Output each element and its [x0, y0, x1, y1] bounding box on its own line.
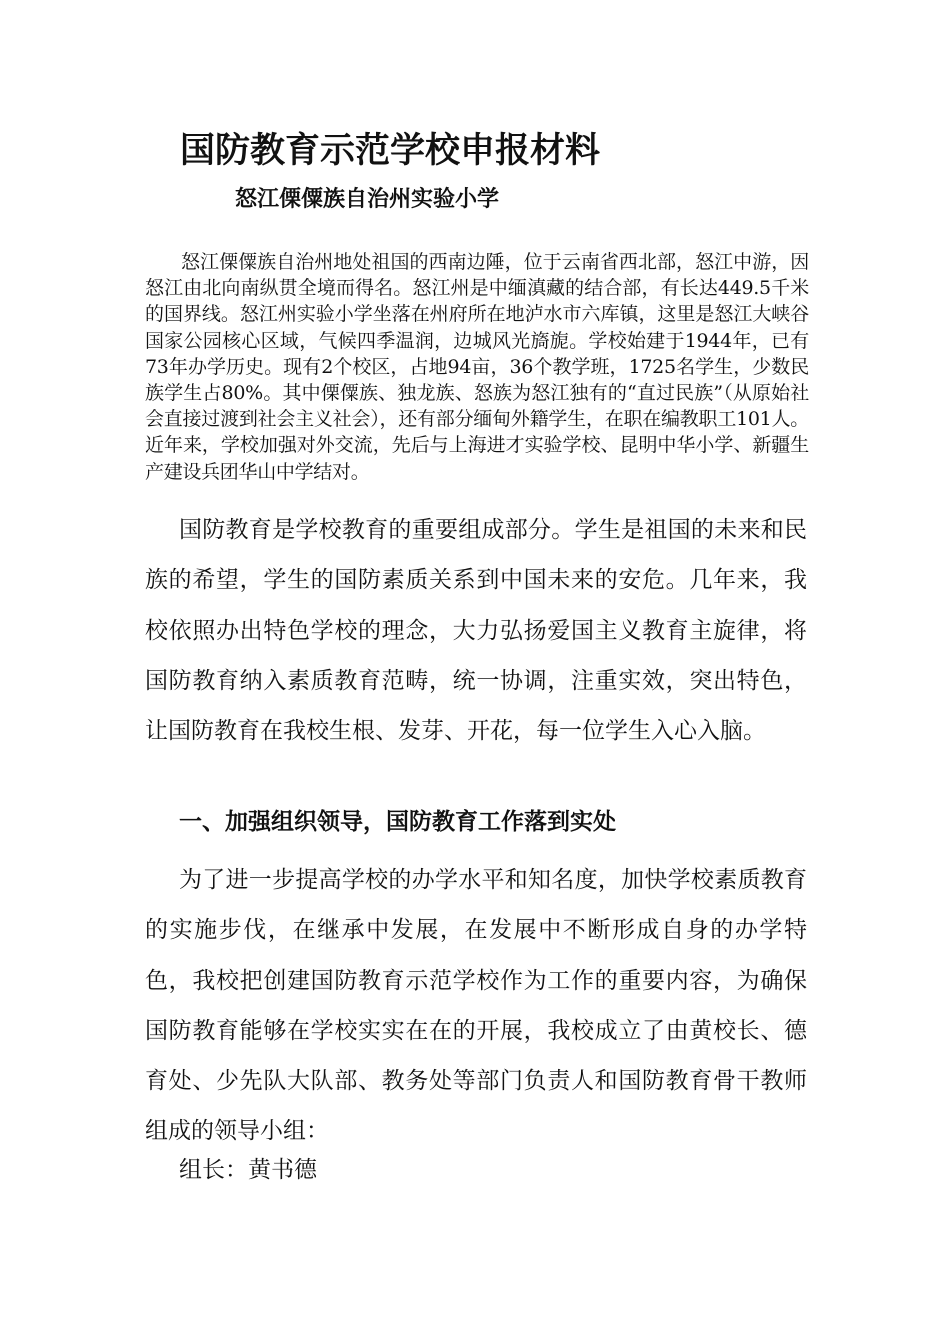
intro-paragraph: 怒江傈僳族自治州地处祖国的西南边陲，位于云南省西北部，怒江中游，因怒江由北向南纵贯全境而得名。怒江州是中缅滇藏的结合部，有长达449.5千米的国界线。怒江州实验小学坐落在州府所在地泸水市六库镇，这里是怒江大峡谷国家公园核心区域，气候四季温润，边城风光旖旎。学校始建于1944年，已有73年办学历史。现有2个校区，占地94亩，36个教学班，1725名学生，少数民族学生占80%。其中傈僳族、独龙族、怒族为怒江独有的“直过民族”（从原始社会直接过渡到社会主义社会），还有部分缅甸外籍学生，在职在编教职工101人。近年来，学校加强对外交流，先后与上海进才实验学校、昆明中华小学、新疆生产建设兵团华山中学结对。 [145, 251, 809, 483]
school-name-subtitle: 怒江傈僳族自治州实验小学 [235, 187, 500, 212]
national-defense-paragraph: 国防教育是学校教育的重要组成部分。学生是祖国的未来和民族的希望，学生的国防素质关系到中国未来的安危。几年来，我校依照办出特色学校的理念，大力弘扬爱国主义教育主旋律，将国防教育纳入素质教育范畴，统一协调，注重实效，突出特色，让国防教育在我校生根、发芽、开花，每一位学生入心入脑。 [145, 517, 807, 745]
document-title: 国防教育示范学校申报材料 [180, 131, 601, 171]
section-1-paragraph: 为了进一步提高学校的办学水平和知名度，加快学校素质教育的实施步伐，在继承中发展，在发展中不断形成自身的办学特色，我校把创建国防教育示范学校作为工作的重要内容，为确保国防教育能够在学校实实在在的开展，我校成立了由黄校长、德育处、少先队大队部、教务处等部门负责人和国防教育骨干教师组成的领导小组： [145, 867, 807, 1145]
group-leader-line: 组长：黄书德 [179, 1157, 317, 1183]
section-1-heading: 一、加强组织领导，国防教育工作落到实处 [179, 809, 616, 835]
